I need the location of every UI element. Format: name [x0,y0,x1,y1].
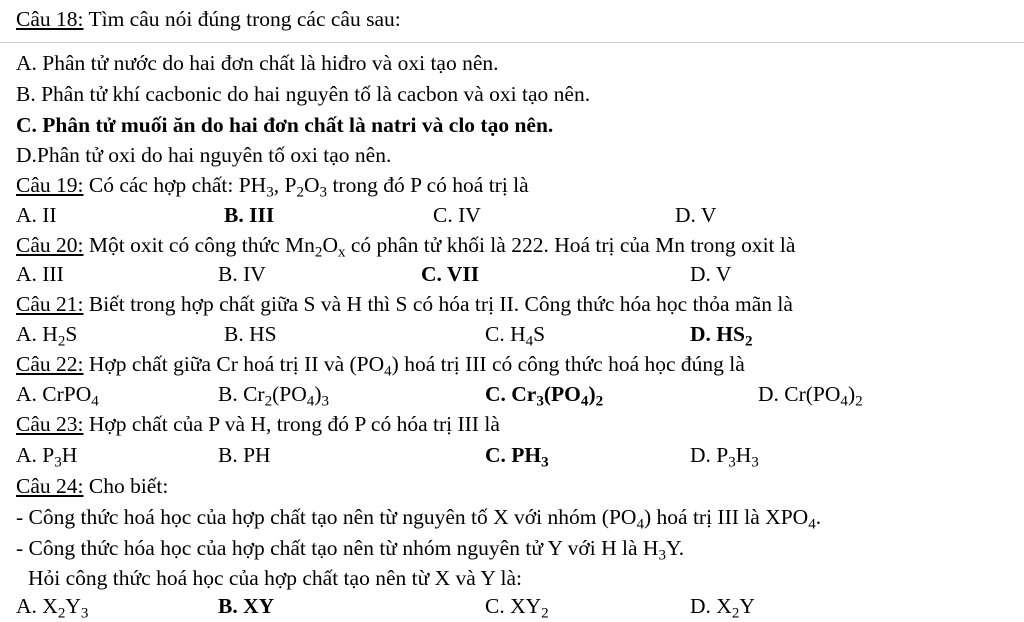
q18-option-a: A. Phân tử nước do hai đơn chất là hiđro và oxi tạo nên. [16,51,499,75]
header-divider [0,42,1024,43]
q20-option-d: D. V [690,262,732,286]
question-number: Câu 23: [16,412,84,436]
q18-option-b: B. Phân tử khí cacbonic do hai nguyên tố là cacbon và oxi tạo nên. [16,82,591,106]
question-18-header [16,5,401,33]
q19-option-d: D. V [675,203,717,227]
q22-option-b: B. $Cr_2(PO_4)_3$ [218,382,330,410]
q21-option-b: B. HS [224,322,277,346]
q24-option-b-answer: B. XY [218,594,275,618]
question-21-header: Câu 21: Biết trong hợp chất giữa S và H thì S có hóa trị II. Công thức hóa học thỏa mãn là [16,292,793,316]
q20-option-c-answer: C. VII [421,262,480,286]
q18-option-c-answer: C. Phân tử muối ăn do hai đơn chất là natri và clo tạo nên. [16,113,554,137]
q20-option-a: A. III [16,262,64,286]
question-23-header: Câu 23: Hợp chất của P và H, trong đó P có hóa trị III là [16,412,500,436]
q22-option-d: D. $Cr(PO_4)_2$ [758,382,863,410]
q23-option-d: D. $P_3H_3$ [690,443,759,471]
q19-option-a: A. II [16,203,57,227]
q23-option-c-answer: C. $PH_3$ [485,443,549,471]
question-24-header: Câu 24: Cho biết: [16,474,169,498]
q19-option-b-answer: B. III [224,203,275,227]
q24-option-d: D. $X_2Y$ [690,594,755,622]
q21-option-a: A. $H_2S$ [16,322,78,350]
question-number: Câu 21: [16,292,84,316]
q24-given-1: - Công thức hoá học của hợp chất tạo nên từ nguyên tố X với nhóm $(PO_4)$ hoá trị III là $XPO_4$. [16,505,822,533]
question-number: Câu 22: [16,352,84,376]
q20-option-b: B. IV [218,262,266,286]
q22-option-c-answer: C. $Cr_3(PO_4)_2$ [485,382,604,410]
question-19-header: Câu 19: Có các hợp chất: $PH_3$, $P_2O_3$ trong đó P có hoá trị là [16,173,529,201]
q18-option-d: D.Phân tử oxi do hai nguyên tố oxi tạo nên. [16,143,392,167]
q24-option-a: A. $X_2Y_3$ [16,594,89,622]
question-number: Câu 19: [16,173,84,197]
q24-option-c: C. $XY_2$ [485,594,549,622]
question-number: Câu 24: [16,474,84,498]
q24-question: Hỏi công thức hoá học của hợp chất tạo nên từ X và Y là: [28,566,522,590]
question-number: Câu 20: [16,233,84,257]
q22-option-a: A. CrPO$_4$ [16,382,99,410]
q19-option-c: C. IV [433,203,481,227]
question-22-header: Câu 22: Hợp chất giữa Cr hoá trị II và $(PO_4)$ hoá trị III có công thức hoá học đúng là [16,352,745,380]
q24-given-2: - Công thức hóa học của hợp chất tạo nên từ nhóm nguyên tử Y với H là $H_3Y$. [16,536,685,564]
question-number: Câu 18: [16,7,84,31]
question-text: Tìm câu nói đúng trong các câu sau: [83,7,401,31]
q23-option-b: B. PH [218,443,271,467]
question-20-header: Câu 20: Một oxit có công thức $Mn_2O_x$ có phân tử khối là 222. Hoá trị của Mn trong oxit là [16,233,796,261]
q21-option-c: C. $H_4S$ [485,322,546,350]
q23-option-a: A. $P_3H$ [16,443,78,471]
q21-option-d-answer: D. $HS_2$ [690,322,753,350]
